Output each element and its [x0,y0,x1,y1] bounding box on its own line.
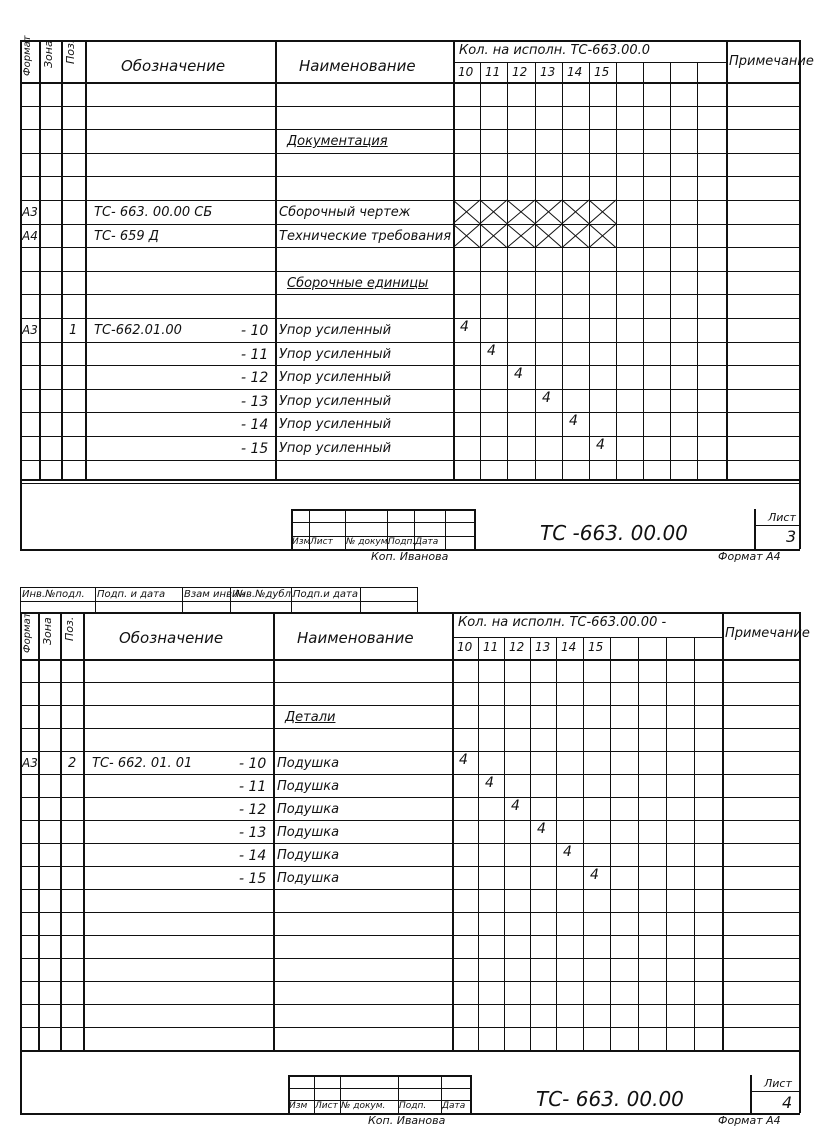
header-zone: Зона [42,40,55,68]
stamp-col-label: Изм [289,1101,308,1111]
stamp-col-label: Дата [442,1101,466,1111]
row-variant: - 10 [241,323,269,339]
rule-line [750,1091,800,1092]
rule-line [38,612,40,1050]
stamp-col-label: № докум. [341,1101,386,1111]
row-variant: - 15 [241,441,269,457]
copied-by: Коп. Иванова [368,1114,446,1127]
header-qty-title: Кол. на исполн. ТС-663.00.0 [459,43,651,58]
rule-line [288,1075,470,1077]
rule-line [20,483,800,484]
rule-line [20,1004,800,1005]
header-name: Наименование [297,629,414,647]
row-quantity: 4 [460,319,469,335]
stamp-col-label: Подп. [399,1101,427,1111]
row-designation: ТС- 663. 00.00 СБ [94,205,213,220]
rule-line [20,866,800,867]
rule-line [20,247,800,248]
header-variant-11: 11 [485,65,501,79]
rule-line [754,525,800,526]
row-variant: - 15 [239,871,267,887]
rule-line [360,587,361,612]
rule-line [60,612,62,1050]
row-quantity: 4 [459,752,468,768]
rule-line [750,1075,752,1113]
rule-line [20,129,800,130]
rule-line [273,612,275,1050]
row-name: Сборочный чертеж [279,205,411,220]
header-variant-10: 10 [458,65,474,79]
header-zone: Зона [41,617,54,645]
header-variant-15: 15 [594,65,610,79]
rule-line [20,365,800,366]
header-variant-11: 11 [483,640,499,654]
row-position: 1 [69,323,78,338]
row-name: Подушка [277,848,340,863]
row-name: Технические требования [279,228,452,244]
rule-line [20,612,800,614]
rule-line [20,389,800,390]
rule-line [20,479,800,481]
header-variant-12: 12 [509,640,525,654]
section-heading: Документация [287,134,388,150]
row-format: А4 [22,228,38,243]
rule-line [417,587,418,612]
row-variant: - 10 [239,756,267,772]
row-name: Упор усиленный [279,417,392,433]
row-name: Подушка [277,802,340,817]
row-designation: ТС- 662. 01. 01 [92,756,193,771]
row-variant: - 12 [241,370,269,387]
row-quantity: 4 [537,821,546,837]
rule-line [20,412,800,413]
row-designation: ТС- 659 Д [94,228,159,244]
crossed-cells [453,224,616,248]
row-position: 2 [68,756,77,771]
sheet-label: Лист [764,1077,792,1090]
rule-line [20,587,21,612]
rule-line [95,587,96,612]
rule-line [20,82,800,84]
row-format: А3 [22,205,38,219]
rule-line [20,106,800,107]
row-name: Упор усиленный [279,370,392,386]
row-variant: - 14 [241,417,269,434]
rule-line [20,294,800,295]
rule-line [20,843,800,844]
row-name: Упор усиленный [279,323,392,338]
header-variant-12: 12 [512,65,528,79]
rule-line [20,601,417,602]
stamp-col-label: Подп. [388,537,416,547]
header-format: Формат [22,612,33,653]
format-label: Формат А4 [718,550,781,563]
rule-line [20,889,800,890]
row-quantity: 4 [596,437,605,453]
row-variant: - 11 [239,779,267,795]
header-note: Примечание [725,626,810,641]
rule-line [20,224,800,225]
section-heading: Детали [285,710,336,725]
strip-cell-label: Инв.№дубл. [232,589,295,600]
rule-line [452,637,722,638]
rule-line [445,509,446,549]
header-variant-13: 13 [535,640,551,654]
header-variant-13: 13 [540,65,556,79]
rule-line [20,271,800,272]
row-format: А3 [22,323,38,337]
rule-line [754,509,756,549]
rule-line [799,612,801,1113]
rule-line [20,200,800,201]
rule-line [20,774,800,775]
rule-line [288,1088,470,1089]
header-variant-14: 14 [561,640,577,654]
rule-line [20,935,800,936]
header-variant-14: 14 [567,65,583,79]
row-variant: - 13 [241,393,269,410]
row-name: Подушка [277,825,340,840]
rule-line [20,1027,800,1028]
row-variant: - 13 [239,825,267,841]
rule-line [20,460,800,461]
rule-line [20,659,800,661]
rule-line [20,728,800,729]
row-name: Подушка [277,779,340,794]
row-name: Упор усиленный [279,393,392,409]
row-name: Подушка [277,871,340,886]
row-quantity: 4 [563,844,572,860]
stamp-col-label: № докум. [346,537,391,547]
row-quantity: 4 [511,798,520,814]
rule-line [20,958,800,959]
strip-cell-label: Подп. и дата [97,589,166,600]
sheet-number: 3 [786,527,797,546]
rule-line [20,797,800,798]
row-name: Упор усиленный [279,346,392,362]
row-name: Упор усиленный [279,441,392,456]
rule-line [20,318,800,319]
row-variant: - 14 [239,848,267,864]
rule-line [20,587,417,588]
rule-line [20,176,800,177]
row-quantity: 4 [487,342,496,359]
row-name: Подушка [277,756,340,771]
format-label: Формат А4 [718,1114,781,1127]
strip-cell-label: Подп.и дата [293,589,358,600]
rule-line [20,705,800,706]
rule-line [452,612,454,1050]
header-note: Примечание [729,54,814,69]
rule-line [20,981,800,982]
strip-cell-label: Инв.№подл. [22,589,85,600]
strip-cell-label: Взам инв.№ [184,589,246,600]
rule-line [20,436,800,437]
rule-line [474,509,476,549]
rule-line [470,1075,471,1113]
row-quantity: 4 [485,775,494,791]
row-quantity: 4 [542,389,551,406]
stamp-col-label: Лист [310,537,333,547]
header-designation: Обозначение [121,57,226,75]
header-variant-10: 10 [457,640,473,654]
stamp-col-label: Лист [315,1101,338,1111]
header-variant-15: 15 [588,640,604,654]
crossed-cells [453,200,616,224]
header-format: Формат [22,35,33,76]
stamp-col-label: Изм [292,537,311,547]
document-number: ТС -663. 00.00 [540,521,688,545]
rule-line [83,612,85,1050]
rule-line [20,820,800,821]
row-variant: - 12 [239,802,267,818]
stamp-col-label: Дата [415,537,439,547]
header-qty-title: Кол. на исполн. ТС-663.00.00 - [458,615,667,630]
header-pos: Поз. [64,39,77,64]
row-variant: - 11 [241,346,269,363]
rule-line [20,751,800,752]
rule-line [20,612,22,1113]
rule-line [20,1050,800,1052]
row-quantity: 4 [590,867,599,883]
copied-by: Коп. Иванова [371,550,449,563]
rule-line [20,40,800,42]
header-pos: Поз. [63,616,76,641]
section-heading: Сборочные единицы [287,275,429,291]
document-number: ТС- 663. 00.00 [536,1087,684,1111]
rule-line [20,153,800,154]
sheet-number: 4 [782,1093,793,1112]
row-format: А3 [22,756,38,770]
row-quantity: 4 [569,413,578,430]
rule-line [20,342,800,343]
row-designation: ТС-662.01.00 [94,323,182,338]
row-quantity: 4 [514,366,523,383]
header-name: Наименование [299,57,416,75]
rule-line [182,587,183,612]
rule-line [291,509,474,511]
rule-line [291,522,474,523]
sheet-label: Лист [768,511,796,524]
header-designation: Обозначение [119,629,224,647]
rule-line [20,912,800,913]
rule-line [20,682,800,683]
